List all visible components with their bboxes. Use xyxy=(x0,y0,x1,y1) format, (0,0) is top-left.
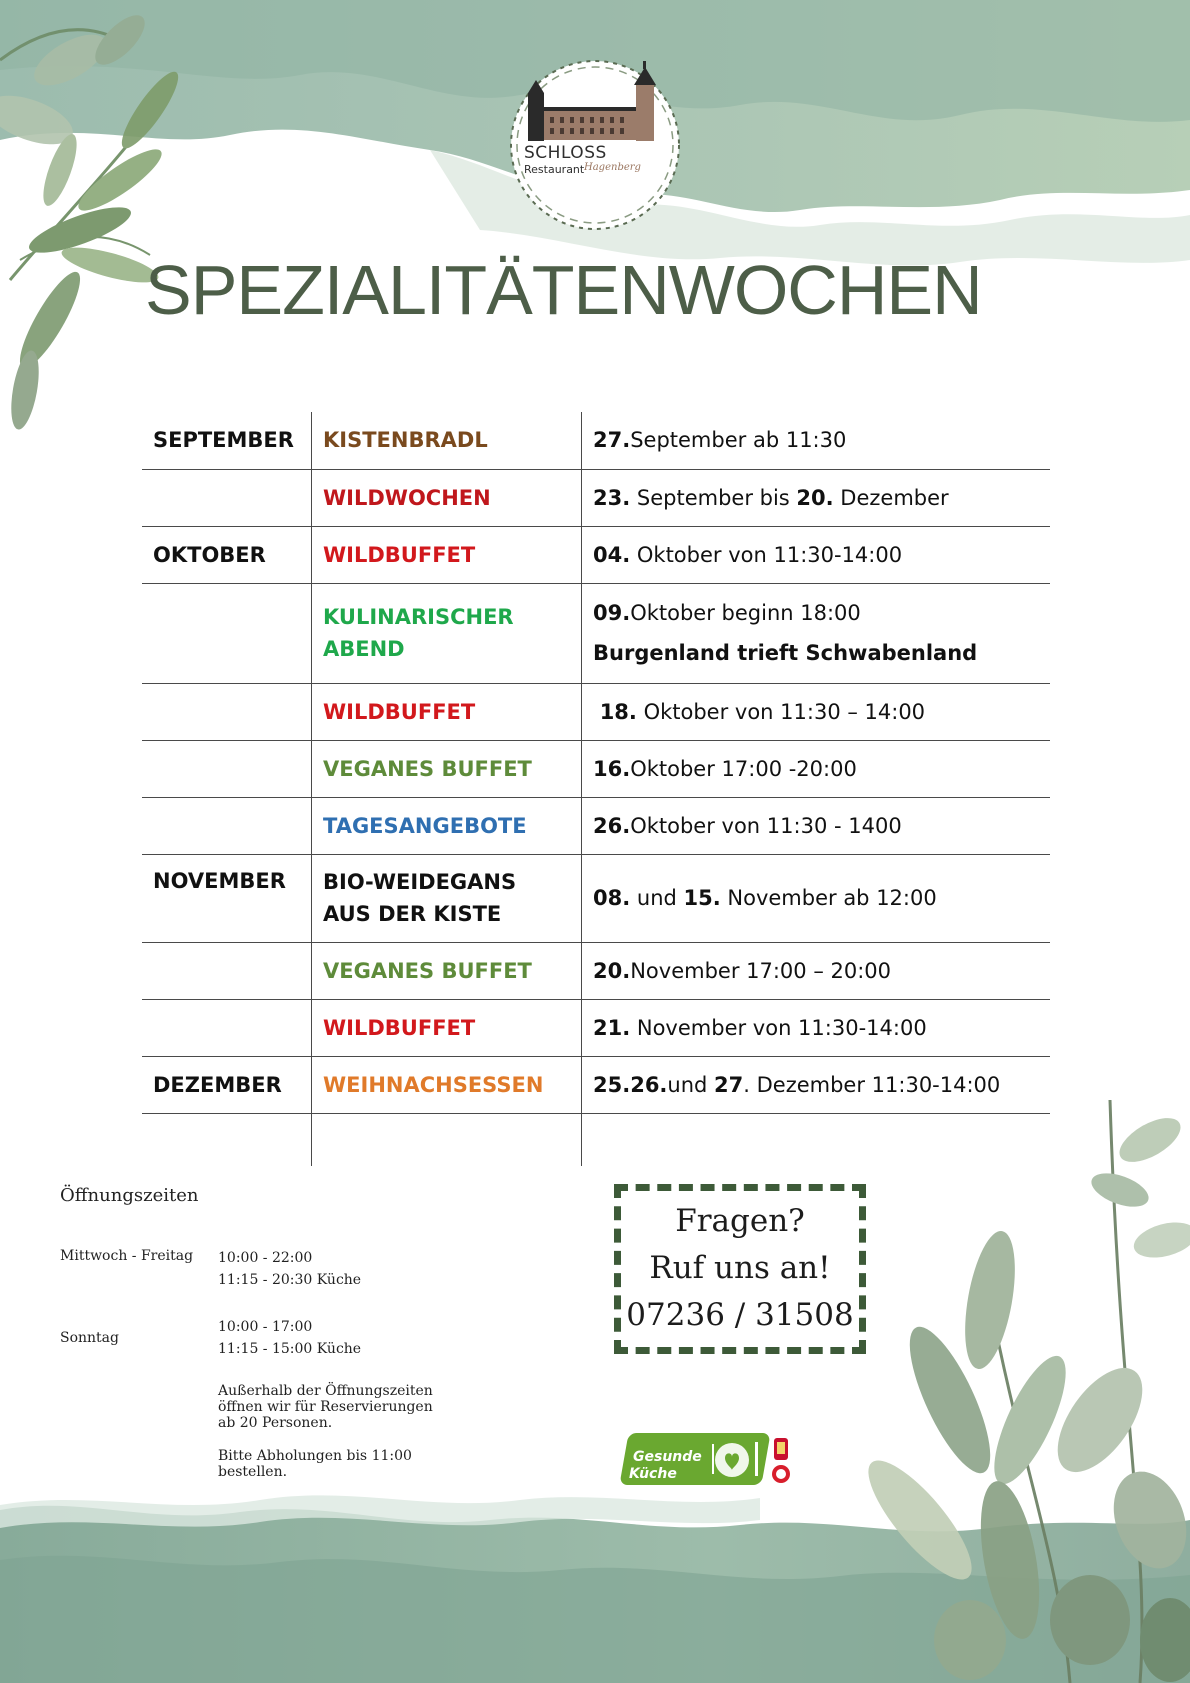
event-name-line1: KULINARISCHER xyxy=(323,605,514,629)
contact-box xyxy=(614,1184,866,1354)
table-row xyxy=(142,999,1050,1056)
date-cell xyxy=(582,526,1051,583)
badge-line2: Küche xyxy=(629,1466,677,1482)
month-cell xyxy=(142,797,312,854)
reservation-note-line: öffnen wir für Reservierungen xyxy=(218,1399,433,1415)
month-cell xyxy=(142,1113,312,1166)
month-cell: OKTOBER xyxy=(153,542,266,567)
event-name: WILDBUFFET xyxy=(323,699,476,724)
date-cell xyxy=(582,1056,1051,1113)
date-text: September ab 11:30 xyxy=(630,428,847,453)
date-cell xyxy=(582,1113,1051,1166)
sunday-label: Sonntag xyxy=(60,1330,119,1346)
logo-line-hagenberg: Hagenberg xyxy=(584,162,641,173)
date-bold: 18. xyxy=(599,699,637,724)
reservation-note xyxy=(218,1383,518,1431)
event-name: WILDWOCHEN xyxy=(323,485,491,510)
date-bold: 20. xyxy=(796,485,834,510)
page-title: SPEZIALITÄTENWOCHEN xyxy=(145,251,982,329)
month-cell xyxy=(142,683,312,740)
month-cell: NOVEMBER xyxy=(153,868,286,893)
event-cell xyxy=(312,412,582,469)
event-cell xyxy=(312,683,582,740)
date-cell xyxy=(582,999,1051,1056)
event-name-line1: BIO-WEIDEGANS xyxy=(323,870,517,894)
event-cell xyxy=(312,1056,582,1113)
event-name: WILDBUFFET xyxy=(323,542,476,567)
table-row xyxy=(142,1056,1050,1113)
pickup-note-line: bestellen. xyxy=(218,1464,288,1480)
date-bold: 21. xyxy=(593,1015,631,1040)
contact-question: Fragen? xyxy=(675,1203,805,1239)
event-cell xyxy=(312,942,582,999)
date-bold: 27 xyxy=(714,1072,744,1097)
date-cell xyxy=(582,412,1051,469)
date-text: Oktober von 11:30 – 14:00 xyxy=(636,699,926,724)
logo-line-schloss: SCHLOSS xyxy=(524,143,607,163)
month-cell xyxy=(142,469,312,526)
date-text: Oktober beginn 18:00 xyxy=(630,601,861,625)
sunday-times: 10:00 - 17:00 xyxy=(218,1319,313,1335)
month-cell xyxy=(142,740,312,797)
date-cell xyxy=(582,854,1051,942)
table-row-empty xyxy=(142,1113,1050,1166)
event-name: TAGESANGEBOTE xyxy=(323,813,527,838)
event-subtitle: Burgenland trieft Schwabenland xyxy=(593,641,978,665)
event-cell xyxy=(312,583,582,683)
date-text: Dezember xyxy=(833,485,949,510)
event-cell xyxy=(312,999,582,1056)
date-text: und xyxy=(667,1072,715,1097)
event-name: VEGANES BUFFET xyxy=(323,756,532,781)
plate-cutlery-icon xyxy=(710,1436,810,1490)
date-bold: 27. xyxy=(593,428,631,453)
event-cell xyxy=(312,740,582,797)
date-bold: 25.26. xyxy=(593,1072,668,1097)
event-cell xyxy=(312,469,582,526)
badge-line1: Gesunde xyxy=(633,1449,702,1465)
date-text: . Dezember 11:30-14:00 xyxy=(743,1072,1001,1097)
date-cell xyxy=(582,583,1051,683)
date-bold: 15. xyxy=(683,886,721,910)
date-cell xyxy=(582,942,1051,999)
table-row xyxy=(142,797,1050,854)
pickup-note xyxy=(218,1448,518,1480)
specialty-schedule-table xyxy=(142,412,1050,1166)
event-cell xyxy=(312,854,582,942)
table-row xyxy=(142,469,1050,526)
date-cell xyxy=(582,797,1051,854)
date-bold: 20. xyxy=(593,958,631,983)
sunday-kitchen-times: 11:15 - 15:00 Küche xyxy=(218,1341,362,1357)
weekday-kitchen-times: 11:15 - 20:30 Küche xyxy=(218,1272,362,1288)
date-cell xyxy=(582,740,1051,797)
table-row xyxy=(142,583,1050,683)
table-row xyxy=(142,942,1050,999)
date-bold: 16. xyxy=(593,756,631,781)
reservation-note-line: ab 20 Personen. xyxy=(218,1415,333,1431)
contact-call-us: Ruf uns an! xyxy=(649,1250,831,1286)
date-bold: 04. xyxy=(593,542,631,567)
date-bold: 26. xyxy=(593,813,631,838)
date-bold: 08. xyxy=(593,886,631,910)
table-row xyxy=(142,526,1050,583)
event-cell xyxy=(312,1113,582,1166)
event-name: KISTENBRADL xyxy=(323,428,488,453)
weekday-label: Mittwoch - Freitag xyxy=(60,1248,194,1264)
weekday-times: 10:00 - 22:00 xyxy=(218,1250,313,1266)
event-name: WEIHNACHSESSEN xyxy=(323,1072,544,1097)
reservation-note-line: Außerhalb der Öffnungszeiten xyxy=(218,1383,433,1399)
contact-phone[interactable]: 07236 / 31508 xyxy=(626,1297,854,1333)
event-name: WILDBUFFET xyxy=(323,1015,476,1040)
date-text: November von 11:30-14:00 xyxy=(630,1015,927,1040)
date-text: September bis xyxy=(630,485,797,510)
event-cell xyxy=(312,526,582,583)
table-row xyxy=(142,412,1050,469)
table-row xyxy=(142,740,1050,797)
event-name-line2: AUS DER KISTE xyxy=(323,902,502,926)
pickup-note-line: Bitte Abholungen bis 11:00 xyxy=(218,1448,412,1464)
date-text: Oktober von 11:30 - 1400 xyxy=(630,813,902,838)
date-text: Oktober 17:00 -20:00 xyxy=(630,756,857,781)
date-text: November 17:00 – 20:00 xyxy=(630,958,892,983)
table-row xyxy=(142,854,1050,942)
date-cell xyxy=(582,469,1051,526)
logo-line-restaurant: Restaurant xyxy=(524,163,585,176)
date-text: Oktober von 11:30-14:00 xyxy=(630,542,903,567)
event-cell xyxy=(312,797,582,854)
month-cell xyxy=(142,999,312,1056)
date-text: November ab 12:00 xyxy=(720,886,937,910)
date-bold: 23. xyxy=(593,485,631,510)
opening-hours-title: Öffnungszeiten xyxy=(60,1185,199,1206)
table-row xyxy=(142,683,1050,740)
date-cell xyxy=(582,683,1051,740)
date-bold: 09. xyxy=(593,601,631,625)
date-text: und xyxy=(630,886,684,910)
event-name: VEGANES BUFFET xyxy=(323,958,532,983)
month-cell: DEZEMBER xyxy=(153,1072,282,1097)
month-cell xyxy=(142,942,312,999)
event-name-line2: ABEND xyxy=(323,637,405,661)
month-cell: SEPTEMBER xyxy=(153,428,294,453)
month-cell xyxy=(142,583,312,683)
